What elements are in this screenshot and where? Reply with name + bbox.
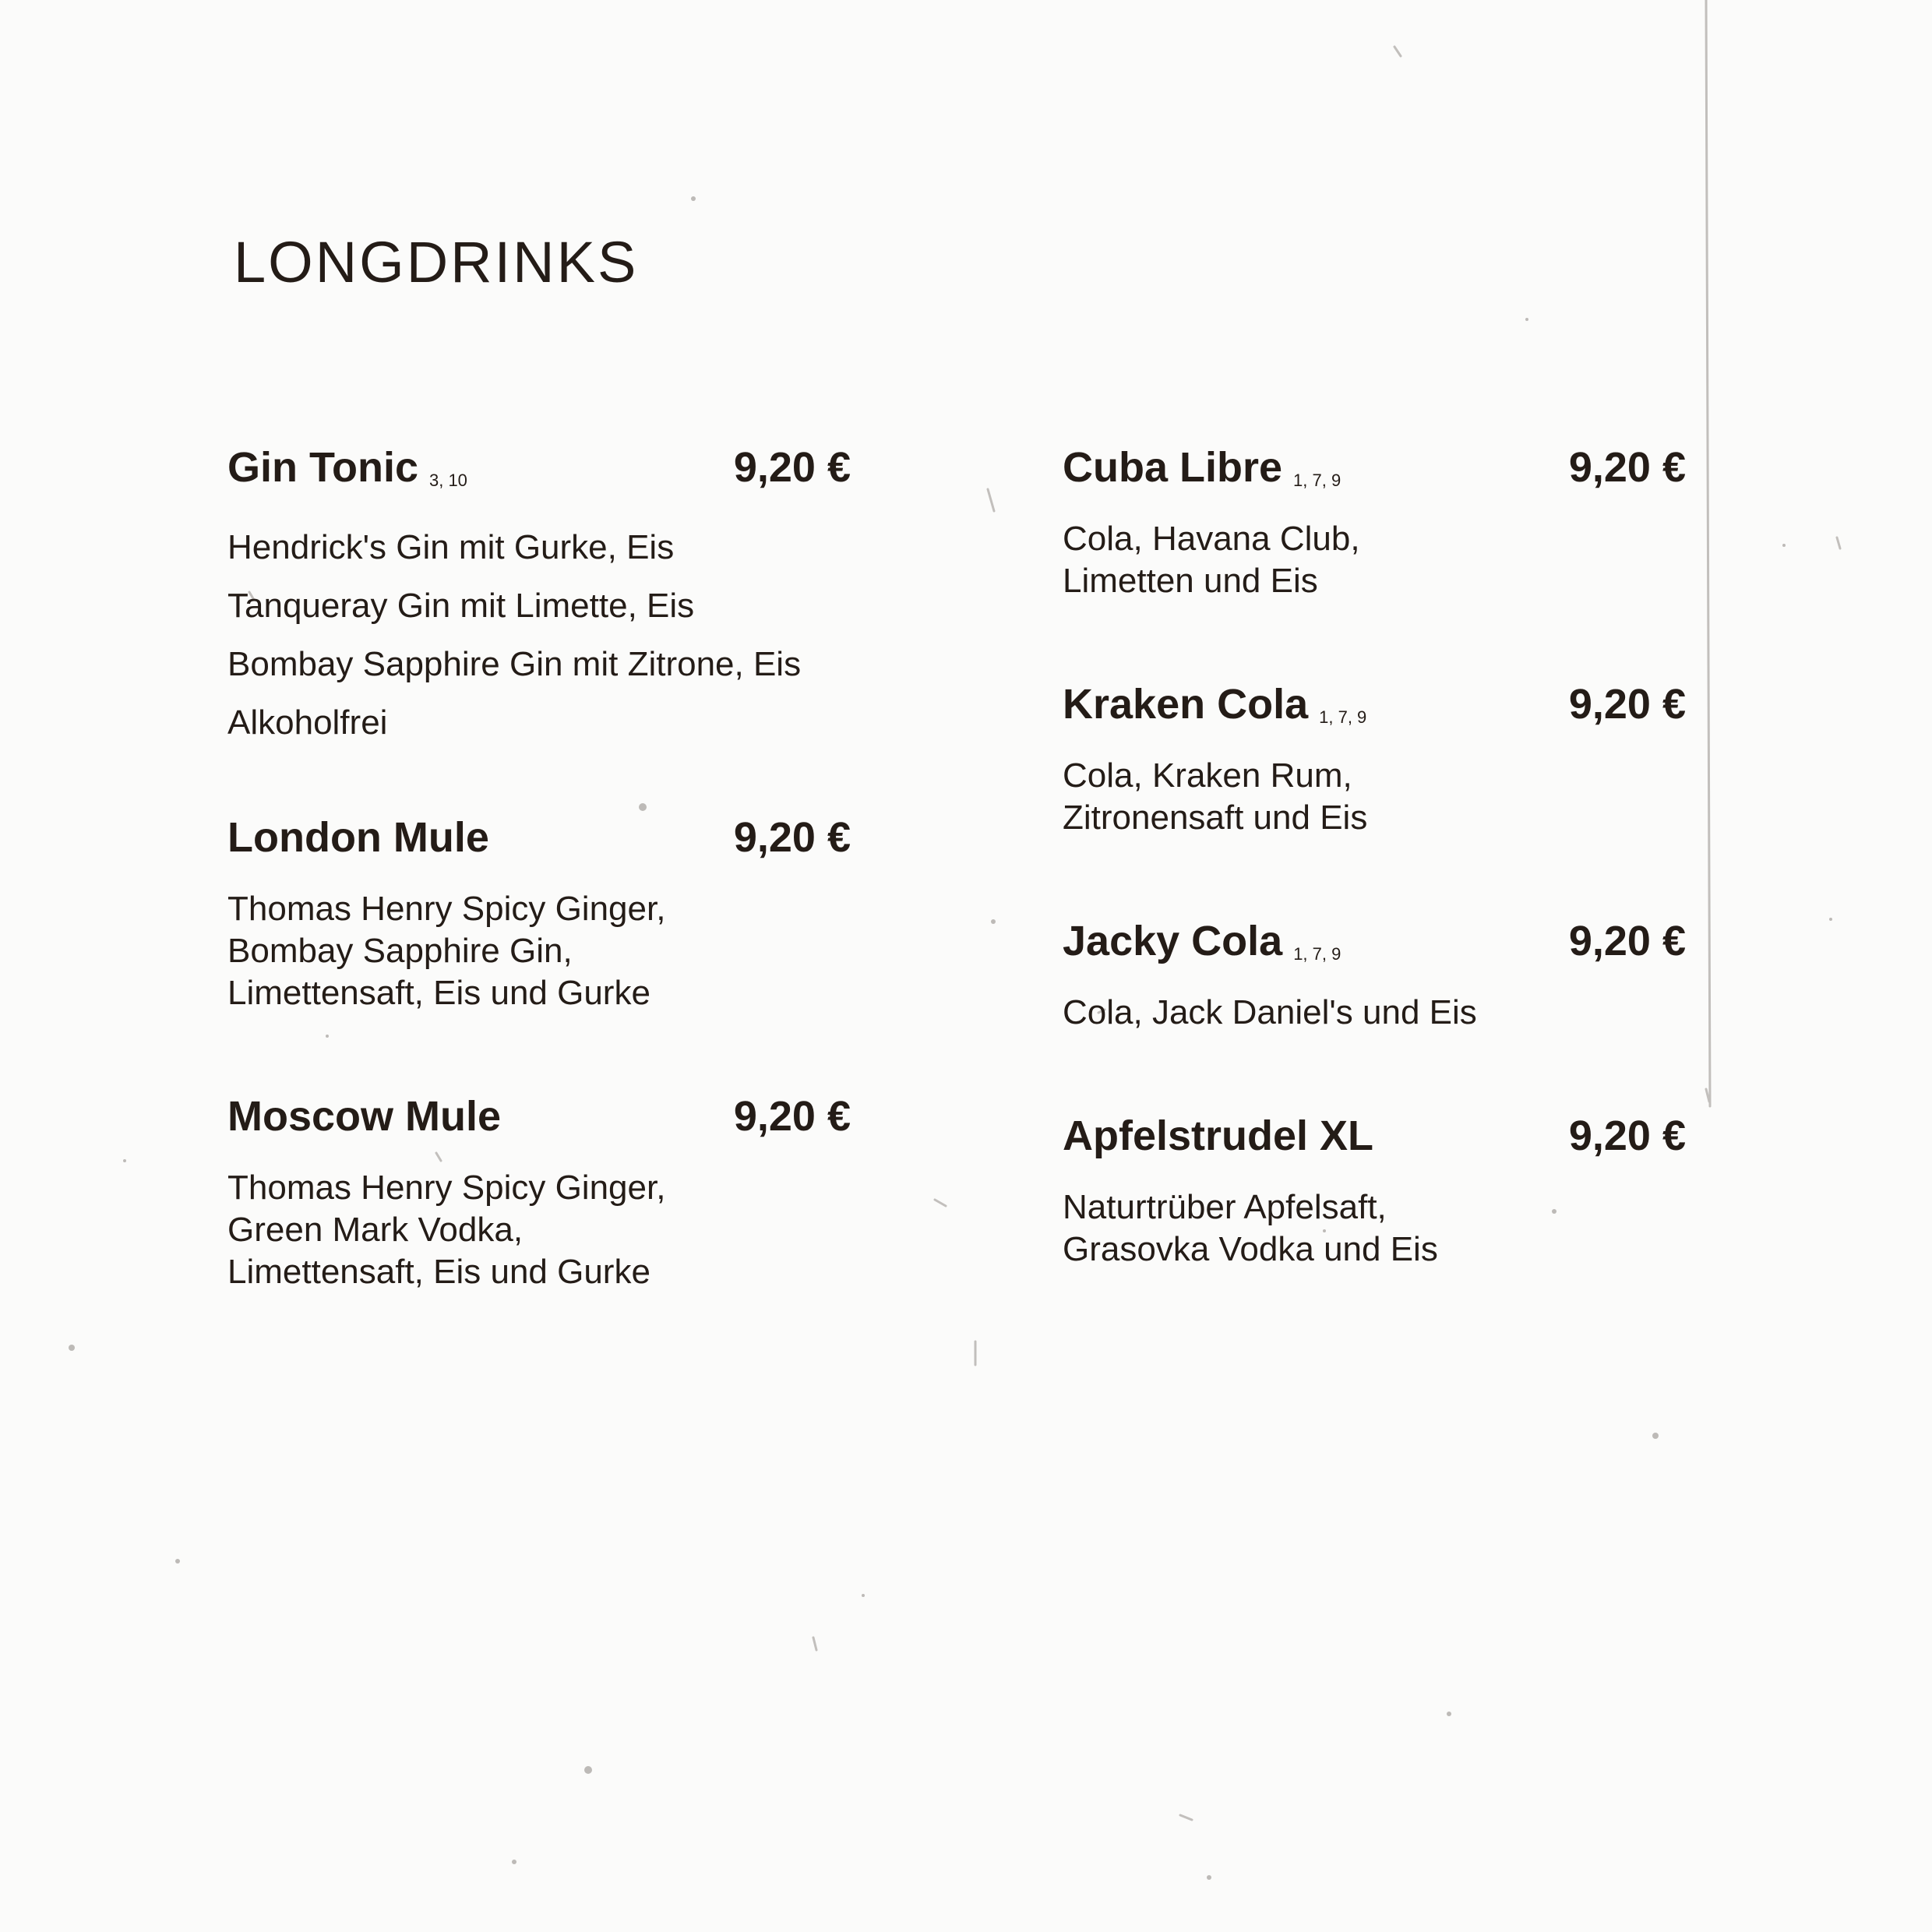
menu-item-price: 9,20 € [733,444,851,491]
menu-item-price: 9,20 € [1568,681,1686,728]
menu-item-price: 9,20 € [1568,1112,1686,1159]
description-line: Zitronensaft und Eis [1063,799,1368,837]
menu-item-name: Kraken Cola [1063,681,1309,728]
menu-item [1063,1109,1686,1271]
menu-item [227,440,851,752]
description-line: Thomas Henry Spicy Ginger, [227,1169,666,1207]
menu-item-description [1063,992,1686,1034]
menu-item-name: London Mule [227,814,489,861]
menu-item-name: Cuba Libre [1063,444,1283,491]
menu-item-name-wrapper [1063,914,1341,982]
menu-item-price: 9,20 € [1568,918,1686,964]
description-line: Limettensaft, Eis und Gurke [227,1253,650,1291]
description-line: Cola, Jack Daniel's und Eis [1063,993,1477,1031]
menu-item-description [1063,755,1686,839]
menu-item [1063,440,1686,602]
description-line: Bombay Sapphire Gin, [227,932,573,970]
menu-item-description [1063,1186,1686,1271]
menu-item-name-wrapper [1063,440,1341,508]
menu-item-allergens: 1, 7, 9 [1293,944,1341,964]
menu-item-name: Moscow Mule [227,1093,502,1140]
menu-item-price: 9,20 € [733,1093,851,1140]
menu-item-price: 9,20 € [1568,444,1686,491]
menu-item-price: 9,20 € [733,814,851,861]
menu-item-name: Apfelstrudel XL [1063,1112,1374,1159]
menu-item-description [227,888,851,1014]
description-line: Tanqueray Gin mit Limette, Eis [227,587,695,625]
menu-item-description [1063,518,1686,602]
menu-item-allergens: 1, 7, 9 [1319,707,1367,727]
menu-item-allergens: 3, 10 [428,471,467,490]
menu-item-name-wrapper [227,440,467,508]
description-line: Cola, Kraken Rum, [1063,756,1352,795]
menu-item-name: Jacky Cola [1063,918,1283,964]
menu-item-description [227,1167,851,1293]
description-line: Hendrick's Gin mit Gurke, Eis [227,528,675,566]
description-line: Alkoholfrei [227,703,388,742]
description-line: Grasovka Vodka und Eis [1063,1230,1438,1268]
menu-item-name: Gin Tonic [227,444,418,491]
page-title: LONGDRINKS [234,230,639,294]
menu-item-name-wrapper [1063,677,1366,745]
description-line: Naturtrüber Apfelsaft, [1063,1188,1387,1226]
menu-item-allergens: 1, 7, 9 [1293,471,1341,490]
menu-item [1063,677,1686,839]
menu-item [227,810,851,1014]
description-line: Cola, Havana Club, [1063,520,1360,558]
menu-item-description [227,518,851,752]
menu-item [227,1089,851,1293]
description-line: Limettensaft, Eis und Gurke [227,974,650,1012]
description-line: Thomas Henry Spicy Ginger, [227,890,666,928]
description-line: Bombay Sapphire Gin mit Zitrone, Eis [227,645,802,683]
description-line: Limetten und Eis [1063,562,1318,600]
menu-item [1063,914,1686,1034]
description-line: Green Mark Vodka, [227,1211,524,1249]
